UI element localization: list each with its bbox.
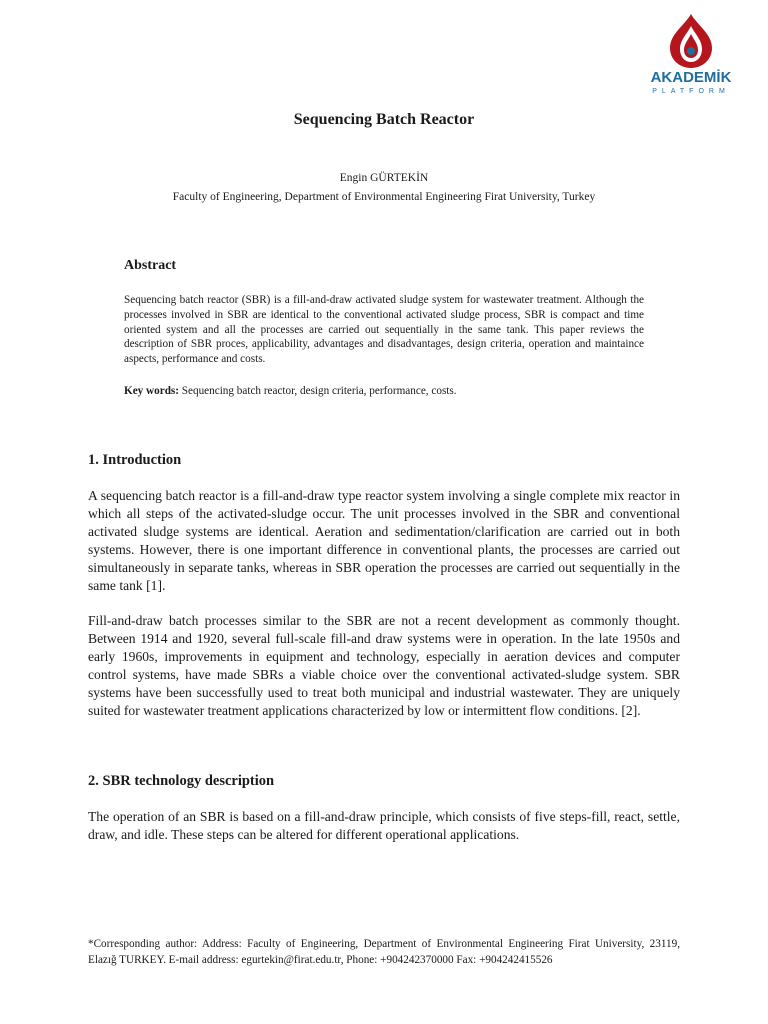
intro-paragraph-1: A sequencing batch reactor is a fill-and-draw type reactor system involving a single complete mix reactor in which all steps of the activated-sludge occur. The unit processes involved in the SBR and conventional activated sludge systems are identical. Aeration and sedimentation/clarification are carried out in both systems. However, there is one important difference in conventional plants, the processes are carried out simultaneously in separate tanks, whereas in SBR operation the processes are carried out sequentially in the same tank [1]. [88,488,680,593]
logo-wordmark: AKADEMİK [650,69,732,86]
abstract-heading: Abstract [124,258,177,273]
intro-paragraph-2: Fill-and-draw batch processes similar to the SBR are not a recent development as commonly thought. Between 1914 and 1920, several full-scale fill-and draw systems were in operation. In the late 1950s and early 1960s, improvements in equipment and technology, especially in aeration devices and computer control systems, have made SBRs a viable choice over the conventional activated-sludge system. SBR systems have been successfully used to treat both municipal and industrial wastewater. They are uniquely suited for wastewater treatment applications characterized by low or intermittent flow conditions. [2]. [88,613,680,718]
keywords [124,384,644,399]
tulip-flame-icon [668,12,714,70]
keywords-text: Sequencing batch reactor, design criteria, performance, costs. [179,385,457,397]
paper-author: Engin GÜRTEKİN [339,172,429,184]
section-heading-introduction: 1. Introduction [88,452,182,468]
abstract-text: Sequencing batch reactor (SBR) is a fill-and-draw activated sludge system for wastewater treatment. Although the processes involved in SBR are identical to the conventional activated sludge process, SBR is compact and time oriented system and all the processes are carried out sequentially in the same tank. This paper reviews the description of SBR proces, applicability, advantages and disadvantages, design criteria, operation and maintaince aspects, performance and costs. [124,294,644,366]
section-heading-sbr-technology: 2. SBR technology description [88,773,275,789]
akademik-platform-logo [650,12,732,102]
paper-title: Sequencing Batch Reactor [293,111,475,128]
paper-affiliation: Faculty of Engineering, Department of Environmental Engineering Firat University, Turkey [172,191,596,203]
sbr-paragraph-1: The operation of an SBR is based on a fill-and-draw principle, which consists of five steps-fill, react, settle, draw, and idle. These steps can be altered for different operational applications. [88,809,680,842]
corresponding-author-footnote: *Corresponding author: Address: Faculty of Engineering, Department of Environmental Engineering Firat University, 23119, Elazığ TURKEY. E-mail address: egurtekin@firat.edu.tr, Phone: +904242370000 Fax: +904242415526 [88,938,680,966]
keywords-label: Key words: [124,385,179,397]
logo-subtitle: PLATFORM [652,88,730,95]
